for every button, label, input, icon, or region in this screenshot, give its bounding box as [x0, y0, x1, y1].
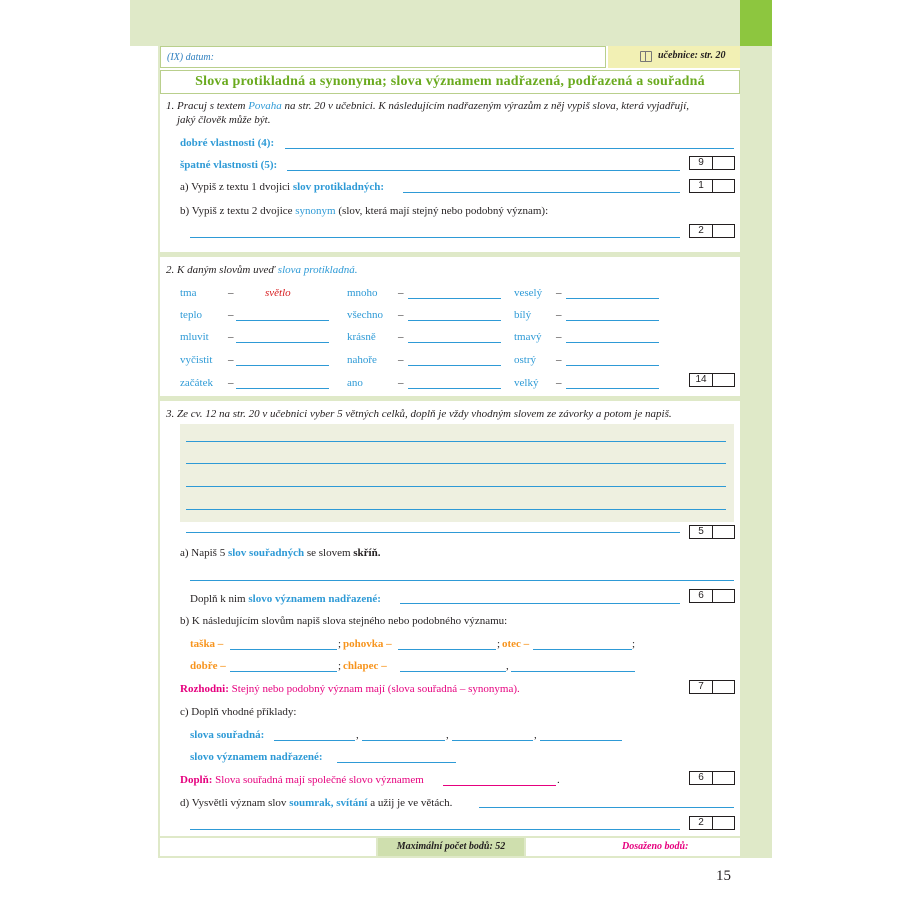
ex2-word: tma: [180, 287, 197, 299]
ex1a-answer-line[interactable]: [403, 192, 680, 193]
top-accent: [740, 0, 772, 46]
ex3c-answer-line[interactable]: [274, 740, 355, 741]
ex2-dash: –: [228, 287, 234, 299]
ex3a-instruction: a) Napiš 5 slov souřadných se slovem skříň.: [180, 547, 381, 559]
ex3d-answer-line[interactable]: [479, 807, 734, 808]
score-box[interactable]: 7: [689, 680, 735, 694]
ex2-answer-line[interactable]: [408, 388, 501, 389]
ex2-dash: –: [556, 331, 562, 343]
good-qualities-label: dobré vlastnosti (4):: [180, 137, 275, 149]
ex2-word: tmavý: [514, 331, 542, 343]
ex2-dash: –: [398, 287, 404, 299]
ex3a-sub-instruction: Doplň k nim slovo významem nadřazené:: [190, 593, 381, 605]
ex2-dash: –: [398, 354, 404, 366]
ex3-answer-line[interactable]: [186, 532, 680, 533]
score-box[interactable]: 14: [689, 373, 735, 387]
ex2-word: nahoře: [347, 354, 377, 366]
ex2-word: ano: [347, 377, 363, 389]
ex1b-answer-line[interactable]: [190, 237, 680, 238]
ex3b-word: otec –: [502, 638, 530, 650]
date-field[interactable]: [160, 46, 606, 68]
ex2-dash: –: [228, 331, 234, 343]
ex3b-word: chlapec –: [343, 660, 387, 672]
ex3a-superordinate-line[interactable]: [400, 603, 680, 604]
ex3b-word: dobře –: [190, 660, 226, 672]
page-number: 15: [716, 868, 731, 884]
score-box[interactable]: 2: [689, 224, 735, 238]
ex2-answer-line[interactable]: [236, 365, 329, 366]
ex2-word: všechno: [347, 309, 384, 321]
page-title: Slova protikladná a synonyma; slova významem nadřazená, podřazená a souřadná: [160, 70, 740, 94]
ex3b-answer-line[interactable]: [533, 649, 632, 650]
ex2-word: ostrý: [514, 354, 536, 366]
ex2-answer-line[interactable]: [236, 320, 329, 321]
ex3c-separator: ,: [534, 729, 537, 741]
ex3c-answer-line[interactable]: [362, 740, 445, 741]
score-box[interactable]: 6: [689, 589, 735, 603]
ex2-word: velký: [514, 377, 539, 389]
ex2-answer-line[interactable]: [566, 320, 659, 321]
ex2-answer-line[interactable]: [236, 342, 329, 343]
ex3b-word: pohovka –: [343, 638, 392, 650]
max-points-label: Maximální počet bodů: 52: [378, 838, 524, 856]
ex2-example-answer: světlo: [265, 287, 291, 299]
ex2-answer-line[interactable]: [236, 388, 329, 389]
score-box[interactable]: 6: [689, 771, 735, 785]
ex3b-answer-line[interactable]: [230, 649, 337, 650]
ex3b-separator: ;: [632, 638, 636, 650]
ex2-word: teplo: [180, 309, 202, 321]
ex3-decide-instruction: Rozhodni: Stejný nebo podobný význam mají (slova souřadná – synonyma).: [180, 683, 520, 695]
ex2-dash: –: [398, 377, 404, 389]
ex3b-separator: ;: [338, 638, 342, 650]
ex3-answer-line[interactable]: [186, 463, 726, 464]
ex2-answer-line[interactable]: [408, 342, 501, 343]
section-separator: [160, 252, 740, 257]
ex2-answer-line[interactable]: [408, 320, 501, 321]
ex3b-separator: ;: [338, 660, 342, 672]
ex2-answer-line[interactable]: [408, 298, 501, 299]
ex2-word: vyčistit: [180, 354, 213, 366]
ex3-instruction: 3. Ze cv. 12 na str. 20 v učebnici vyber 5 větných celků, doplň je vždy vhodným slovem ze závorky a potom je napiš.: [166, 408, 672, 420]
ex3-writing-area: [180, 424, 734, 522]
ex3c-superordinate-label: slovo významem nadřazené:: [190, 751, 323, 763]
bad-qualities-answer-line[interactable]: [287, 170, 680, 171]
ex3c-separator: ,: [356, 729, 359, 741]
ex3b-separator: ;: [497, 638, 501, 650]
ex3b-instruction: b) K následujícím slovům napiš slova stejného nebo podobného významu:: [180, 615, 508, 627]
ex2-word: krásně: [347, 331, 376, 343]
ex3-fill-period: .: [557, 774, 560, 786]
ex3d-answer-line[interactable]: [190, 829, 680, 830]
ex3-answer-line[interactable]: [186, 441, 726, 442]
textbook-page-label: učebnice: str. 20: [658, 50, 726, 61]
score-box[interactable]: 9: [689, 156, 735, 170]
ex3b-answer-line[interactable]: [230, 671, 337, 672]
ex2-answer-line[interactable]: [408, 365, 501, 366]
ex3b-answer-line[interactable]: [398, 649, 496, 650]
ex1a-instruction: a) Vypiš z textu 1 dvojici slov protikladných:: [180, 181, 385, 193]
ex3b-word: taška –: [190, 638, 224, 650]
ex2-dash: –: [556, 309, 562, 321]
ex3b-separator: ,: [506, 660, 509, 672]
good-qualities-answer-line[interactable]: [285, 148, 734, 149]
ex2-word: mluvit: [180, 331, 209, 343]
ex2-answer-line[interactable]: [566, 365, 659, 366]
textbook-reference: [608, 46, 740, 68]
ex2-word: začátek: [180, 377, 213, 389]
ex2-word: mnoho: [347, 287, 378, 299]
ex1b-instruction: b) Vypiš z textu 2 dvojice synonym (slov, která mají stejný nebo podobný význam):: [180, 205, 549, 217]
ex3c-separator: ,: [446, 729, 449, 741]
ex2-answer-line[interactable]: [566, 388, 659, 389]
ex3d-instruction: d) Vysvětli význam slov soumrak, svítání a užij je ve větách.: [180, 797, 453, 809]
side-band: [740, 46, 772, 858]
ex3c-superordinate-line[interactable]: [337, 762, 456, 763]
score-box[interactable]: 5: [689, 525, 735, 539]
ex3b-answer-line[interactable]: [400, 671, 506, 672]
ex3-fill-answer-line[interactable]: [443, 785, 556, 786]
section-separator: [160, 396, 740, 401]
ex2-word: bílý: [514, 309, 532, 321]
bad-qualities-label: špatné vlastnosti (5):: [180, 159, 278, 171]
ex2-dash: –: [228, 377, 234, 389]
footer-blank: [160, 838, 376, 856]
ex3b-answer-line[interactable]: [511, 671, 635, 672]
score-box[interactable]: 1: [689, 179, 735, 193]
score-box[interactable]: 2: [689, 816, 735, 830]
ex2-dash: –: [398, 309, 404, 321]
ex3c-answer-line[interactable]: [540, 740, 622, 741]
ex2-word: veselý: [514, 287, 543, 299]
ex1-instruction: 1. Pracuj s textem Povaha na str. 20 v učebnici. K následujícím nadřazeným výrazům z něj vypiš slova, která vyjadřují,: [166, 100, 690, 112]
ex2-dash: –: [228, 309, 234, 321]
ex2-dash: –: [556, 287, 562, 299]
top-band: [130, 0, 740, 46]
ex3a-answer-line[interactable]: [190, 580, 734, 581]
book-icon: [640, 51, 652, 62]
ex1-instruction-cont: jaký člověk může být.: [177, 114, 271, 126]
ex2-dash: –: [556, 377, 562, 389]
ex2-dash: –: [398, 331, 404, 343]
ex2-dash: –: [556, 354, 562, 366]
ex2-answer-line[interactable]: [566, 342, 659, 343]
date-label: (IX) datum:: [167, 52, 214, 63]
achieved-points-label: Dosaženo bodů:: [622, 841, 689, 852]
ex3c-coordinate-label: slova souřadná:: [190, 729, 265, 741]
achieved-points-field[interactable]: [526, 838, 740, 856]
ex2-dash: –: [228, 354, 234, 366]
ex3c-instruction: c) Doplň vhodné příklady:: [180, 706, 297, 718]
ex3-answer-line[interactable]: [186, 486, 726, 487]
ex2-instruction: 2. K daným slovům uveď slova protikladná.: [166, 264, 358, 276]
ex3-answer-line[interactable]: [186, 509, 726, 510]
ex3-fill-instruction: Doplň: Slova souřadná mají společné slovo významem: [180, 774, 424, 786]
ex3c-answer-line[interactable]: [452, 740, 533, 741]
ex2-answer-line[interactable]: [566, 298, 659, 299]
